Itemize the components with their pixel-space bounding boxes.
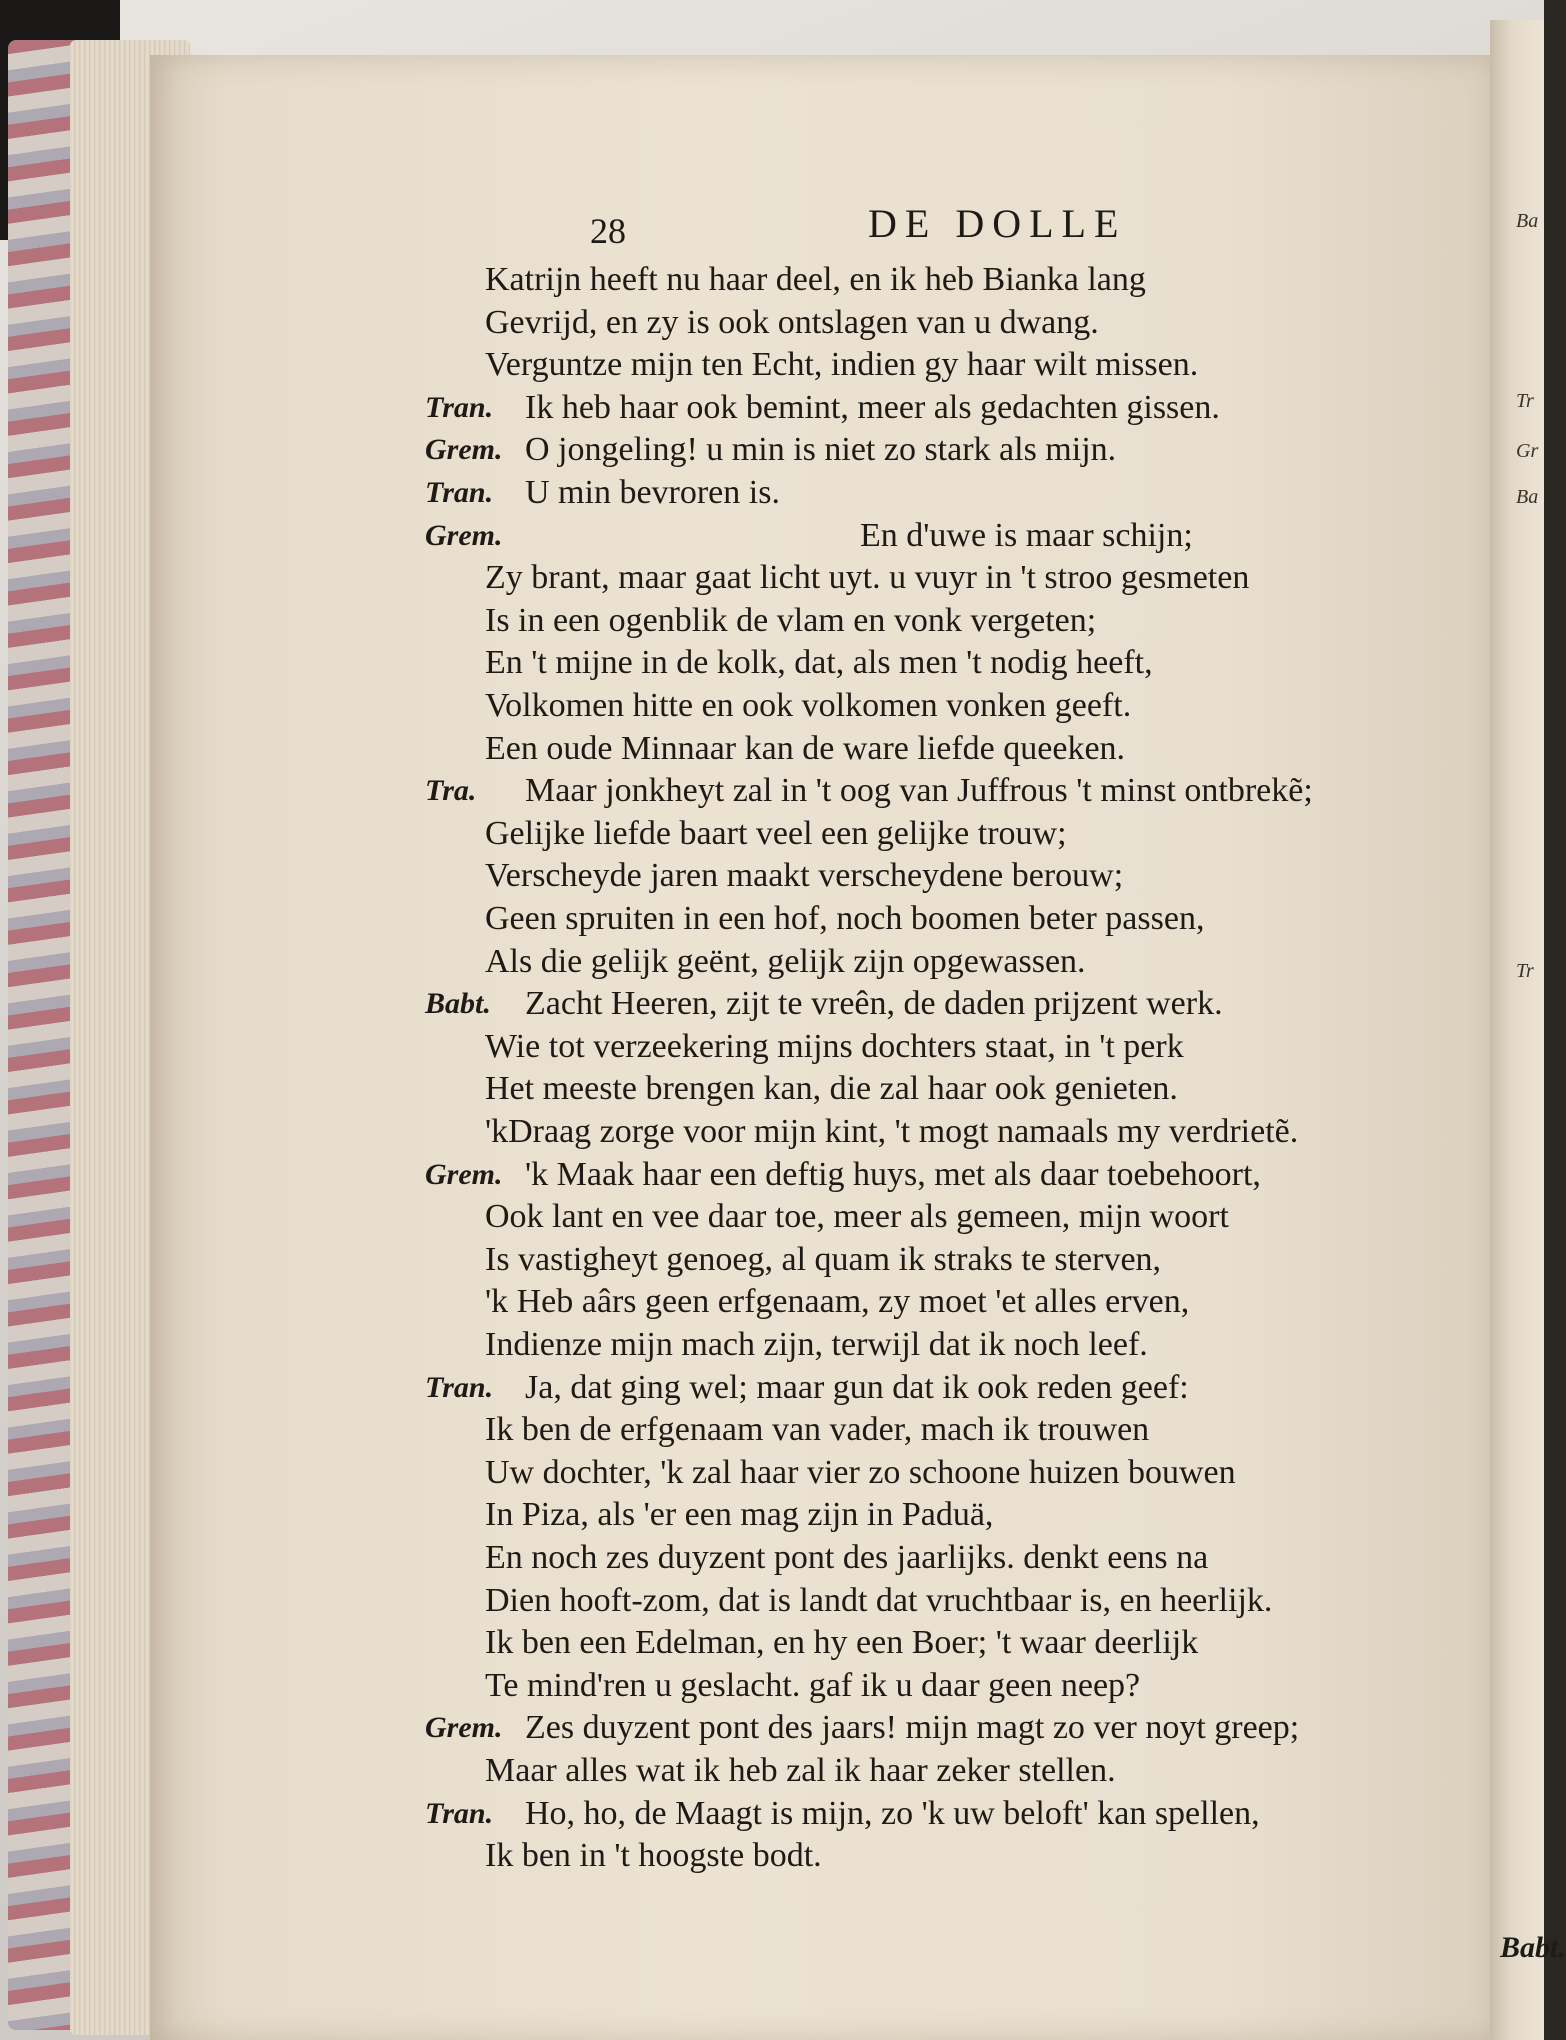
verse-line: Zy brant, maar gaat licht uyt. u vuyr in 't stroo gesmeten — [485, 559, 1250, 597]
facing-page-edge — [1490, 20, 1544, 2040]
verse-line: Ik heb haar ook bemint, meer als gedachten gissen. — [525, 388, 1220, 426]
verse-line: 'kDraag zorge voor mijn kint, 't mogt namaals my verdrietẽ. — [485, 1113, 1299, 1150]
verse-line: Ik ben in 't hoogste bodt. — [485, 1837, 822, 1875]
speaker-name: Tran. — [425, 1796, 494, 1830]
verse-line: Zacht Heeren, zijt te vreên, de daden prijzent werk. — [525, 985, 1223, 1023]
speaker-name: Grem. — [425, 1157, 503, 1191]
speaker-name: Grem. — [425, 433, 503, 467]
facing-page-fragment: Ba — [1516, 210, 1539, 232]
verse-line: Katrijn heeft nu haar deel, en ik heb Bianka lang — [485, 261, 1146, 298]
verse-line: Maar alles wat ik heb zal ik haar zeker stellen. — [485, 1752, 1116, 1789]
verse-line: Indienze mijn mach zijn, terwijl dat ik noch leef. — [485, 1326, 1148, 1363]
verse-line: Wie tot verzeekering mijns dochters staat, in 't perk — [485, 1027, 1184, 1065]
verse-line: Dien hooft-zom, dat is landt dat vruchtbaar is, en heerlijk. — [485, 1581, 1273, 1619]
verse-line: En 't mijne in de kolk, dat, als men 't nodig heeft, — [485, 644, 1153, 682]
verse-line: 'k Heb aârs geen erfgenaam, zy moet 'et alles erven, — [485, 1283, 1190, 1321]
speaker-name: Tran. — [425, 476, 494, 509]
speaker-name: Grem. — [425, 518, 503, 552]
facing-page-fragment: Tr — [1516, 390, 1534, 412]
verse-line: Gevrijd, en zy is ook ontslagen van u dwang. — [485, 303, 1099, 341]
speaker-name: Babt. — [425, 987, 491, 1021]
verse-line: Te mind'ren u geslacht. gaf ik u daar geen neep? — [485, 1666, 1141, 1704]
facing-page-fragment: Tr — [1516, 960, 1534, 982]
verse-line: Als die gelijk geënt, gelijk zijn opgewassen. — [485, 942, 1086, 980]
verse-line: Maar jonkheyt zal in 't oog van Juffrous 't minst ontbrekẽ; — [525, 772, 1313, 810]
verse-line: Gelijke liefde baart veel een gelijke trouw; — [485, 814, 1067, 852]
verse-line: En d'uwe is maar schijn; — [860, 516, 1193, 554]
verse-line: 'k Maak haar een deftig huys, met als daar toebehoort, — [525, 1155, 1261, 1193]
speaker-name: Tran. — [425, 1370, 494, 1404]
verse-line: Uw dochter, 'k zal haar vier zo schoone huizen bouwen — [485, 1453, 1236, 1491]
speaker-name: Grem. — [425, 1711, 503, 1745]
catchword: Babt. — [1500, 1931, 1566, 1964]
speaker-name: Tra. — [425, 774, 477, 808]
verse-line: Verscheyde jaren maakt verscheydene berouw; — [485, 857, 1124, 895]
verse-line: O jongeling! u min is niet zo stark als mijn. — [525, 431, 1117, 469]
facing-page-fragment: Gr — [1516, 440, 1539, 462]
verse-line: Een oude Minnaar kan de ware liefde queeken. — [485, 729, 1126, 767]
verse-line: Geen spruiten in een hof, noch boomen beter passen, — [485, 900, 1205, 937]
verse-line: In Piza, als 'er een mag zijn in Paduä, — [485, 1496, 994, 1534]
running-title: DE DOLLE — [868, 201, 1127, 246]
speaker-name: Tran. — [425, 390, 494, 424]
verse-line: Verguntze mijn ten Echt, indien gy haar wilt missen. — [485, 346, 1199, 384]
verse-line: Ja, dat ging wel; maar gun dat ik ook reden geef: — [525, 1368, 1189, 1406]
verse-line: Zes duyzent pont des jaars! mijn magt zo ver noyt greep; — [525, 1709, 1300, 1747]
verse-line: Is vastigheyt genoeg, al quam ik straks te sterven, — [485, 1240, 1162, 1278]
verse-line: Het meeste brengen kan, die zal haar ook genieten. — [485, 1070, 1178, 1108]
verse-line: Ik ben een Edelman, en hy een Boer; 't waar deerlijk — [485, 1624, 1199, 1662]
book-page — [150, 55, 1566, 2040]
verse-line: Ik ben de erfgenaam van vader, mach ik trouwen — [485, 1411, 1150, 1449]
verse-line: U min bevroren is. — [525, 474, 780, 511]
facing-page-fragment: Ba — [1516, 486, 1539, 508]
verse-line: Is in een ogenblik de vlam en vonk vergeten; — [485, 601, 1097, 639]
page-number: 28 — [590, 211, 626, 251]
verse-line: En noch zes duyzent pont des jaarlijks. denkt eens na — [485, 1539, 1209, 1576]
verse-line: Ook lant en vee daar toe, meer als gemeen, mijn woort — [485, 1198, 1229, 1236]
verse-line: Volkomen hitte en ook volkomen vonken geeft. — [485, 687, 1132, 724]
verse-line: Ho, ho, de Maagt is mijn, zo 'k uw beloft' kan spellen, — [525, 1794, 1260, 1832]
